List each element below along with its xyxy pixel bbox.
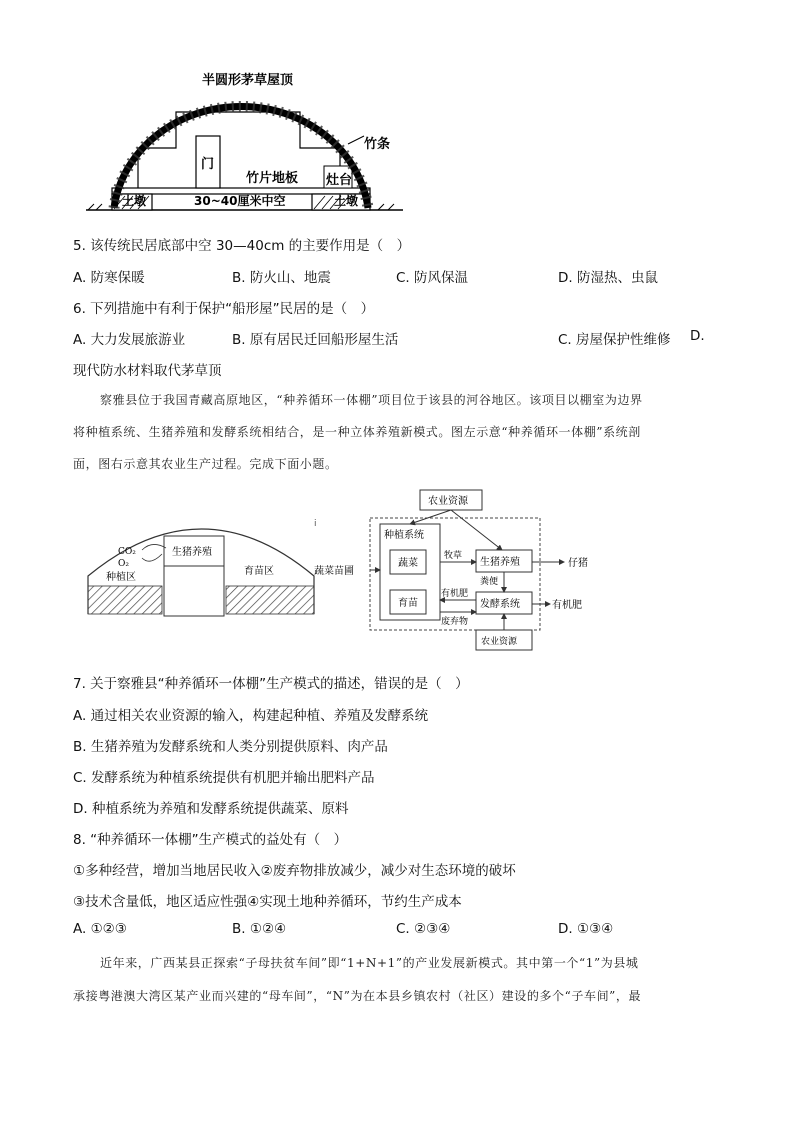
veg-seedlings-label: 蔬菜苗圃: [314, 566, 354, 577]
q8-statement-line1: ①多种经营，增加当地居民收入②废弃物排放减少，减少对生态环境的破坏: [73, 863, 516, 879]
forage-label: 牧草: [444, 551, 463, 561]
q6-option-b: B. 原有居民迁回船形屋生活: [232, 332, 399, 348]
q8-option-d: D. ①③④: [558, 921, 614, 937]
passage1-line3: 面，图右示意其农业生产过程。完成下面小题。: [73, 457, 338, 471]
q8-option-a: A. ①②③: [73, 921, 127, 937]
pig-farming-label: 生猪养殖: [480, 557, 520, 568]
q8-option-c: C. ②③④: [396, 921, 451, 937]
passage1-line1: 察雅县位于我国青藏高原地区，“种养循环一体棚”项目位于该县的河谷地区。该项目以棚室为边界: [100, 393, 643, 407]
agri-resources-bottom: 农业资源: [481, 637, 518, 647]
q5-option-c: C. 防风保温: [396, 270, 469, 286]
passage2-line2: 承接粤港澳大湾区某产业而兴建的“母车间”，“N”为在本县乡镇农村（社区）建设的多个“子车间”，最: [73, 989, 642, 1003]
q6-option-d: D.: [690, 328, 705, 344]
q8-option-b: B. ①②④: [232, 921, 287, 937]
waste-label: 废弃物: [441, 617, 469, 627]
passage1-line2: 将种植系统、生猪养殖和发酵系统相结合，是一种立体养殖新模式。图左示意“种养循环一体棚”系统剖: [73, 425, 641, 439]
q7-option-c: C. 发酵系统为种植系统提供有机肥并输出肥料产品: [73, 770, 375, 786]
co2-label: CO₂: [118, 547, 136, 557]
house-cross-section-diagram: [78, 66, 408, 216]
door-label: 门: [201, 157, 215, 172]
agri-resources-top: 农业资源: [428, 496, 468, 507]
floor-label: 竹片地板: [246, 171, 299, 186]
passage2-line1: 近年来，广西某县正探索“子母扶贫车间”即“1+N+1”的产业发展新模式。其中第一个“1”为县城: [100, 956, 639, 970]
fermentation-label: 发酵系统: [480, 599, 520, 610]
q8-stem: 8. “种养循环一体棚”生产模式的益处有（ ）: [73, 832, 348, 848]
q7-option-b: B. 生猪养殖为发酵系统和人类分别提供原料、肉产品: [73, 739, 388, 755]
planting-system-label: 种植系统: [384, 530, 424, 541]
vegetables-label: 蔬菜: [398, 558, 418, 569]
pig-house-label: 生猪养殖: [172, 547, 212, 558]
q6-option-c: C. 房屋保护性维修: [558, 332, 671, 348]
seedlings-label: 育苗: [398, 598, 418, 609]
right-pier-label: 土墩: [334, 194, 359, 208]
o2-label: O₂: [118, 559, 129, 569]
agri-flow-diagram: [310, 484, 610, 656]
stove-label: 灶台: [326, 173, 353, 188]
greenhouse-cross-section-diagram: [86, 500, 318, 622]
fertilizer-in-label: 有机肥: [441, 589, 469, 599]
q5-option-a: A. 防寒保暖: [73, 270, 145, 286]
q6-option-d-text: 现代防水材料取代茅草顶: [73, 363, 222, 379]
seedling-zone-label: 育苗区: [244, 566, 274, 577]
fertilizer-out-label: 有机肥: [552, 600, 582, 611]
bamboo-label: 竹条: [364, 137, 391, 152]
q7-stem: 7. 关于察雅县“种养循环一体棚”生产模式的描述，错误的是（ ）: [73, 676, 469, 692]
q5-option-b: B. 防火山、地震: [232, 270, 331, 286]
marker-label: i: [314, 519, 317, 529]
q8-statement-line2: ③技术含量低，地区适应性强④实现土地种养循环，节约生产成本: [73, 894, 462, 910]
left-pier-label: 土墩: [122, 194, 147, 208]
q5-stem: 5. 该传统民居底部中空 30—40cm 的主要作用是（ ）: [73, 238, 411, 254]
planting-zone-label: 种植区: [106, 572, 136, 583]
roof-label: 半圆形茅草屋顶: [202, 73, 294, 88]
q6-stem: 6. 下列措施中有利于保护“船形屋”民居的是（ ）: [73, 301, 375, 317]
q7-option-a: A. 通过相关农业资源的输入，构建起种植、养殖及发酵系统: [73, 708, 429, 724]
feces-label: 粪便: [480, 577, 499, 587]
q7-option-d: D. 种植系统为养殖和发酵系统提供蔬菜、原料: [73, 801, 349, 817]
piglets-label: 仔猪: [568, 558, 588, 569]
q6-option-a: A. 大力发展旅游业: [73, 332, 186, 348]
hollow-label: 30~40厘米中空: [194, 194, 286, 208]
q5-option-d: D. 防湿热、虫鼠: [558, 270, 658, 286]
